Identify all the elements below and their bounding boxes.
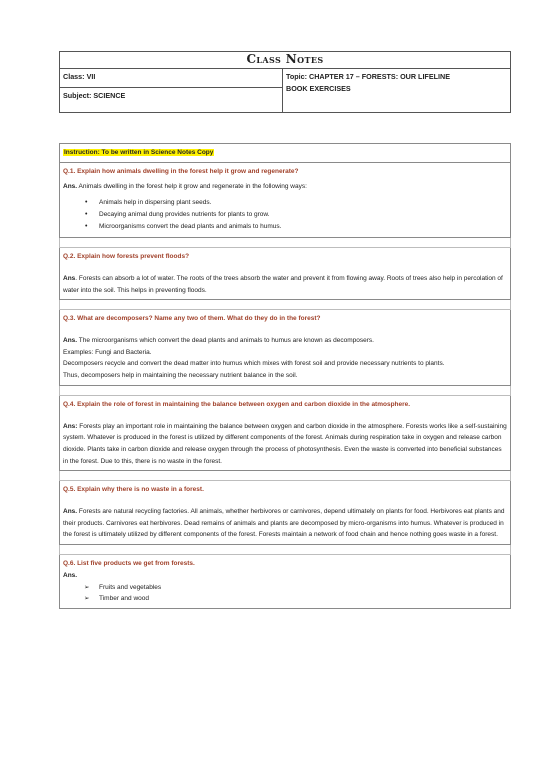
list-item: • Animals help in dispersing plant seeds.: [99, 197, 507, 209]
class-cell: [60, 69, 283, 88]
q5-answer: [63, 506, 507, 541]
q4-question: Q.4. Explain the role of forest in maintaining the balance between oxygen and carbon dioxide in the atmosphere.: [63, 400, 411, 408]
spacer-row: [60, 300, 511, 310]
q6-points: [63, 582, 507, 605]
list-item: ➢ Timber and wood: [99, 593, 507, 605]
subject-cell: [60, 88, 283, 113]
q6-ans-label: Ans.: [63, 571, 78, 579]
q2-cell: [60, 248, 511, 300]
list-item: • Microorganisms convert the dead plants and animals to humus.: [99, 221, 507, 233]
q5-ans-text: Forests are natural recycling factories. All animals, whether herbivores or carnivores, depend ultimately on plants for food. Herbivores eat plants and their products. Carnivores eat herbivores. Dead remains of animals and plants are decomposed by micro-organisms into humus. Whatever is produced in the forest is ultimately utilized by different components of the forest. Forests maintain a network of food chain and hence nothing goes waste in a forest.: [63, 508, 505, 539]
page-title: Class Notes: [246, 52, 324, 66]
q2-ans-text: . Forests can absorb a lot of water. The roots of the trees absorb the water and prevent it from flowing away. Roots of trees also help in percolation of water into the soil. This helps in preventing floods.: [63, 274, 503, 294]
title-cell: [60, 52, 511, 69]
q3-answer: [63, 335, 507, 347]
q4-ans-label: Ans:: [63, 422, 78, 430]
q4-cell: [60, 395, 511, 471]
q1-answer: [63, 181, 507, 193]
q2-ans-label: Ans: [63, 274, 76, 282]
q3-question: Q.3. What are decomposers? Name any two of them. What do they do in the forest?: [63, 315, 321, 323]
notes-table: [59, 143, 511, 609]
instruction-cell: [60, 144, 511, 163]
q4-ans-text: Forests play an important role in maintaining the balance between oxygen and carbon dioxide in the atmosphere. Forests works like a self-sustaining system. Whatever is produced in the forest is utilized by different components of the forest. Animals during respiration take in oxygen and release carbon dioxide. Plants take in carbon dioxide and release oxygen through the process of photosynthesis. Even the waste is converted into beneficial substances in the forest. Due to this, there is no waste in the forest.: [63, 422, 507, 465]
topic-cell: [283, 69, 511, 113]
q1-cell: [60, 162, 511, 238]
spacer-row: [60, 545, 511, 555]
q1-question: Q.1. Explain how animals dwelling in the forest help it grow and regenerate?: [63, 167, 299, 175]
q5-cell: [60, 481, 511, 545]
q5-question: Q.5. Explain why there is no waste in a forest.: [63, 486, 204, 494]
q1-ans-text: Animals dwelling in the forest help it grow and regenerate in the following ways:: [77, 183, 307, 191]
header-table: [59, 51, 511, 113]
spacer-row: [60, 385, 511, 395]
q2-question: Q.2. Explain how forests prevent floods?: [63, 253, 190, 261]
q4-answer: [63, 421, 507, 468]
class-label: Class: VII: [63, 72, 96, 81]
q1-ans-label: Ans.: [63, 183, 78, 191]
spacer-row: [60, 238, 511, 248]
list-item: ➢ Fruits and vegetables: [99, 582, 507, 594]
q6-cell: [60, 555, 511, 609]
subject-label: Subject: SCIENCE: [63, 91, 126, 100]
q3-cell: [60, 310, 511, 386]
q5-ans-label: Ans.: [63, 508, 78, 516]
spacer-row: [60, 471, 511, 481]
q3-examples: Examples: Fungi and Bacteria.: [63, 348, 152, 356]
q3-ans-label: Ans.: [63, 337, 78, 345]
q3-ans-text: The microorganisms which convert the dead plants and animals to humus are known as decomposers.: [77, 337, 374, 345]
topic-line-1: Topic: CHAPTER 17 – FORESTS: OUR LIFELINE: [286, 72, 450, 81]
q1-points: [63, 197, 507, 232]
q2-answer: [63, 273, 507, 296]
q3-role: Decomposers recycle and convert the dead matter into humus which mixes with forest soil and provide necessary nutrients to plants.: [63, 360, 445, 368]
q6-question: Q.6. List five products we get from forests.: [63, 560, 195, 568]
q3-conclusion: Thus, decomposers help in maintaining the necessary nutrient balance in the soil.: [63, 372, 298, 380]
list-item: • Decaying animal dung provides nutrients for plants to grow.: [99, 209, 507, 221]
instruction-text: Instruction: To be written in Science Notes Copy: [64, 149, 214, 156]
topic-line-2: BOOK EXERCISES: [286, 84, 351, 93]
